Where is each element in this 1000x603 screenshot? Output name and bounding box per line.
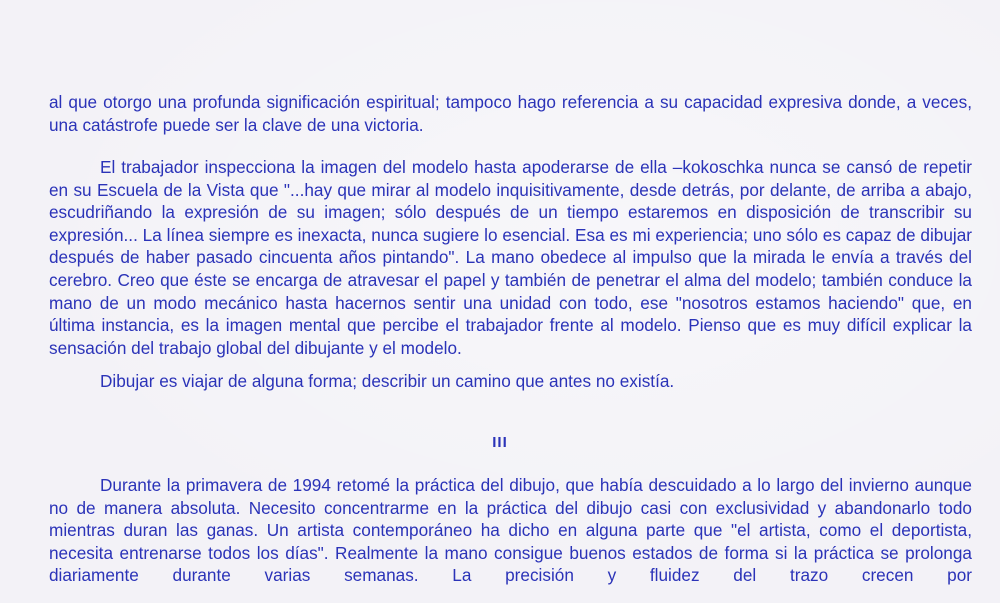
- paragraph-1: al que otorgo una profunda significación espiritual; tampoco hago referencia a su capacidad expresiva donde, a veces, una catástrofe puede ser la clave de una victoria.: [49, 92, 972, 135]
- section-heading: III: [492, 434, 508, 451]
- paragraph-3: Dibujar es viajar de alguna forma; describir un camino que antes no existía.: [100, 371, 675, 391]
- paragraph-2: El trabajador inspecciona la imagen del modelo hasta apoderarse de ella –kokoschka nunca se cansó de repetir en su Escuela de la Vista que "...hay que mirar al modelo inquisitivamente, desde detrás, por delante, de arriba a abajo, escudriñando la expresión de su imagen; sólo después de un tiempo estaremos en disposición de transcribir su expresión... La línea siempre es inexacta, nunca sugiere lo esencial. Esa es mi experiencia; uno sólo es capaz de dibujar después de haber pasado cincuenta años pintando". La mano obedece al impulso que la mirada le envía a través del cerebro. Creo que éste se encarga de atravesar el papel y también de penetrar el alma del modelo; también conduce la mano de un modo mecánico hasta hacernos sentir una unidad con todo, ese "nosotros estamos haciendo" que, en última instancia, es la imagen mental que percibe el trabajador frente al modelo. Pienso que es muy difícil explicar la sensación del trabajo global del dibujante y el modelo.: [49, 157, 972, 358]
- paragraph-4: Durante la primavera de 1994 retomé la práctica del dibujo, que había descuidado a lo largo del invierno aunque no de manera absoluta. Necesito concentrarme en la práctica del dibujo casi con exclusividad y abandonarlo todo mientras duran las ganas. Un artista contemporáneo ha dicho en alguna parte que "el artista, como el deportista, necesita entrenarse todos los días". Realmente la mano consigue buenos estados de forma si la práctica se prolonga diariamente durante varias semanas. La precisión y fluidez del trazo crecen por: [49, 475, 972, 586]
